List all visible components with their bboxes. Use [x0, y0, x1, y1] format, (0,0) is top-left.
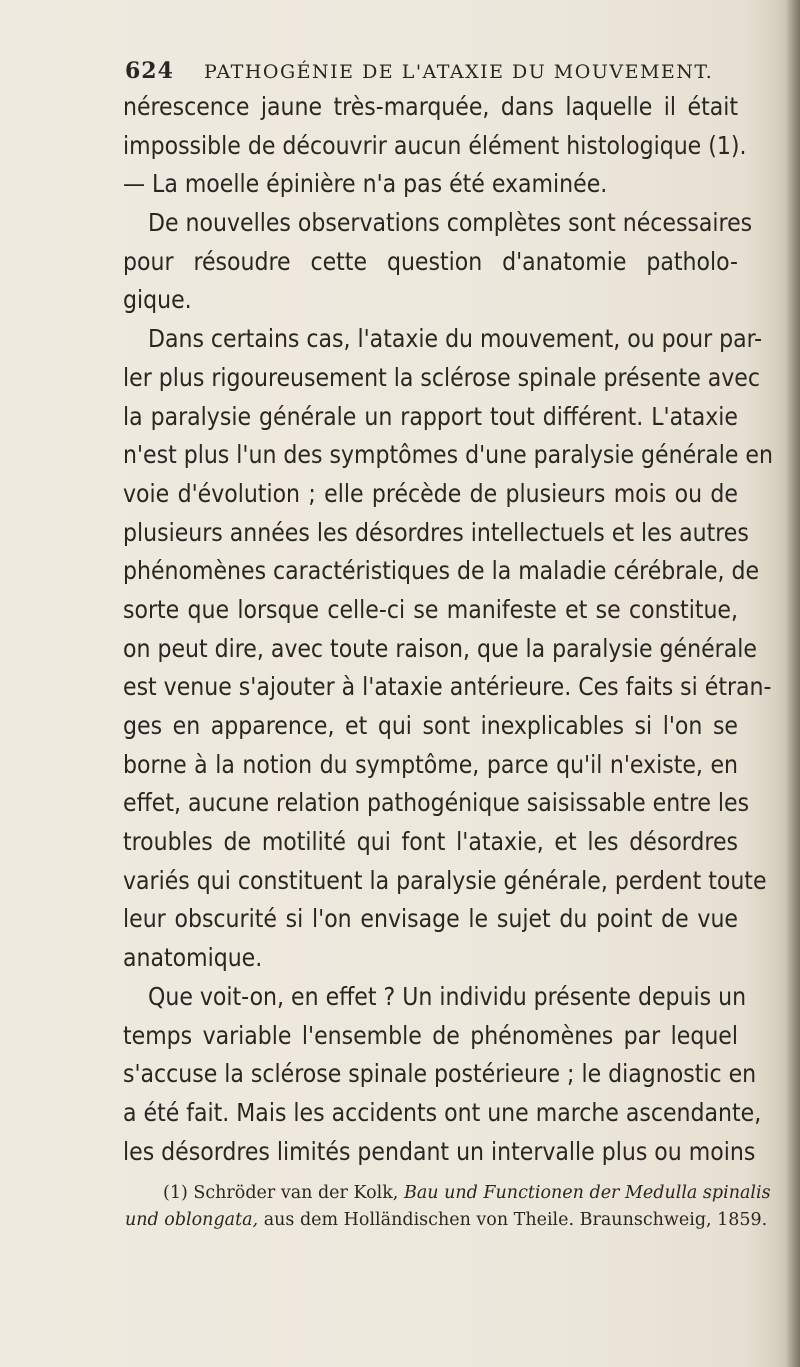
- page-header: [125, 58, 725, 84]
- text-line: ges en apparence, et qui sont inexplicables si l'on se: [123, 711, 738, 740]
- text-line: nérescence jaune très-marquée, dans laquelle il était: [123, 92, 738, 121]
- text-line: De nouvelles observations complètes sont nécessaires: [148, 208, 753, 238]
- page-number: 624: [125, 58, 174, 84]
- text-line: phénomènes caractéristiques de la maladie cérébrale, de: [123, 556, 760, 586]
- footnote-source: aus dem Holländischen von Theile. Braunschweig, 1859.: [263, 1210, 768, 1230]
- text-line: pour résoudre cette question d'anatomie patholo-: [123, 246, 738, 276]
- text-line: anatomique.: [123, 943, 263, 973]
- text-line: voie d'évolution ; elle précède de plusieurs mois ou de: [123, 478, 738, 508]
- text-line: impossible de découvrir aucun élément histologique (1).: [123, 130, 747, 160]
- text-line: est venue s'ajouter à l'ataxie antérieure. Ces faits si étran-: [123, 672, 772, 702]
- text-line: variés qui constituent la paralysie générale, perdent toute: [123, 865, 767, 895]
- text-line: temps variable l'ensemble de phénomènes par lequel: [123, 1020, 738, 1050]
- text-line: s'accuse la sclérose spinale postérieure ; le diagnostic en: [123, 1059, 757, 1089]
- footnote-author: Schröder van der Kolk,: [193, 1183, 399, 1203]
- footnote-line: [125, 1180, 771, 1207]
- footnote: [125, 1180, 771, 1234]
- text-line: n'est plus l'un des symptômes d'une paralysie générale en: [123, 440, 773, 470]
- text-line: troubles de motilité qui font l'ataxie, et les désordres: [123, 827, 738, 857]
- text-line: — La moelle épinière n'a pas été examinée.: [123, 169, 608, 199]
- running-title: PATHOGÉNIE DE L'ATAXIE DU MOUVEMENT.: [203, 61, 714, 83]
- text-line: plusieurs années les désordres intellectuels et les autres: [123, 517, 749, 547]
- footnote-title: Bau und Functionen der Medulla spinalis: [403, 1183, 771, 1203]
- body-text: [123, 88, 773, 1171]
- text-line: sorte que lorsque celle-ci se manifeste et se constitue,: [123, 594, 738, 624]
- text-line: gique.: [123, 285, 192, 315]
- footnote-number: (1): [163, 1183, 188, 1203]
- text-line: leur obscurité si l'on envisage le sujet du point de vue: [123, 904, 738, 934]
- footnote-title-cont: und oblongata,: [125, 1210, 259, 1230]
- text-line: Dans certains cas, l'ataxie du mouvement, ou pour par-: [148, 324, 763, 354]
- text-line: borne à la notion du symptôme, parce qu'il n'existe, en: [123, 749, 738, 779]
- text-line: effet, aucune relation pathogénique saisissable entre les: [123, 788, 750, 818]
- page-spine-shadow: [786, 0, 800, 1367]
- text-line: a été fait. Mais les accidents ont une marche ascendante,: [123, 1097, 762, 1127]
- text-line: Que voit-on, en effet ? Un individu présente depuis un: [148, 981, 747, 1011]
- footnote-line: [125, 1207, 768, 1234]
- text-line: la paralysie générale un rapport tout différent. L'ataxie: [123, 401, 738, 431]
- text-line: les désordres limités pendant un intervalle plus ou moins: [123, 1136, 756, 1166]
- text-line: ler plus rigoureusement la sclérose spinale présente avec: [123, 362, 760, 392]
- text-line: on peut dire, avec toute raison, que la paralysie générale: [123, 633, 757, 663]
